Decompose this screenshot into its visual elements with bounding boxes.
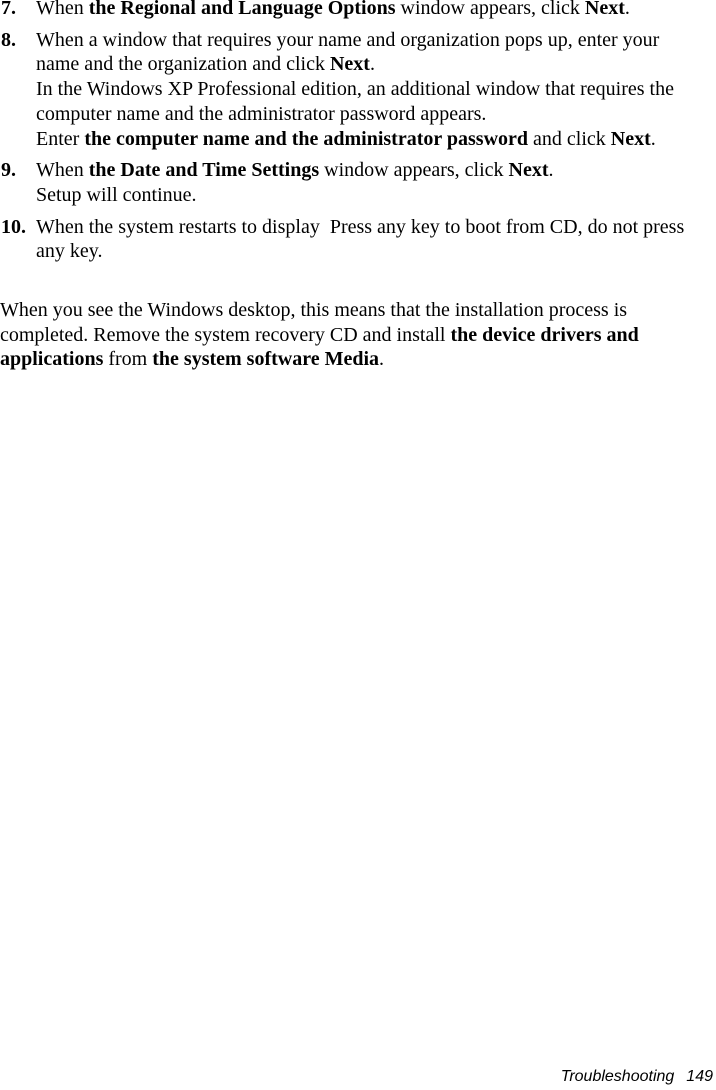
list-item: [0, 0, 716, 21]
text-line: [36, 158, 716, 183]
text-run: When a window that requires your name and organization pops up, enter your: [36, 28, 660, 51]
list-item: [0, 158, 716, 207]
closing-paragraph: [0, 298, 716, 372]
text-run: .: [379, 348, 385, 371]
list-item-text: [36, 28, 716, 152]
text-line: [36, 215, 716, 240]
bold-text-run: applications: [0, 348, 104, 371]
list-item-text: [36, 0, 716, 21]
text-line: [36, 28, 716, 53]
bold-text-run: the system software Media: [152, 348, 380, 371]
page-footer: [561, 1067, 713, 1086]
text-line: [36, 77, 716, 102]
text-line: [0, 323, 716, 348]
footer-section-label: Troubleshooting: [560, 1068, 675, 1085]
bold-text-run: Next: [329, 53, 370, 76]
text-run: When you see the Windows desktop, this means that the installation process is: [0, 299, 628, 322]
text-run: When: [36, 159, 89, 182]
text-run: In the Windows XP Professional edition, an additional window that requires the: [36, 78, 674, 101]
text-run: .: [650, 127, 656, 150]
footer-page-number: 149: [686, 1068, 713, 1085]
text-run: .: [624, 0, 630, 19]
bold-text-run: the Date and Time Settings: [88, 159, 320, 182]
list-item-number: 8.: [1, 28, 16, 51]
list-item-number: 7.: [1, 0, 16, 19]
document-page: [0, 0, 716, 372]
list-item-text: [36, 215, 716, 264]
bold-text-run: the device drivers and: [450, 323, 639, 346]
text-line: [0, 298, 716, 323]
list-item: [0, 215, 716, 264]
text-run: window appears, click: [319, 159, 509, 182]
text-line: [36, 102, 716, 127]
instruction-list: [0, 0, 716, 264]
text-run: and click: [528, 127, 611, 150]
list-item-number: 10.: [1, 215, 26, 238]
text-line: [36, 0, 716, 21]
text-line: [0, 347, 716, 372]
bold-text-run: the Regional and Language Options: [88, 0, 396, 19]
text-line: [36, 52, 716, 77]
list-item-text: [36, 158, 716, 207]
list-item-number: 9.: [1, 159, 16, 182]
text-run: .: [369, 53, 375, 76]
text-run: window appears, click: [395, 0, 585, 19]
text-run: Setup will continue.: [36, 183, 197, 206]
text-run: computer name and the administrator password appears.: [36, 102, 487, 125]
bold-text-run: Next: [584, 0, 625, 19]
text-line: [36, 183, 716, 208]
text-run: completed. Remove the system recovery CD and install: [0, 323, 451, 346]
bold-text-run: Next: [508, 159, 549, 182]
text-line: [36, 239, 716, 264]
text-line: [36, 127, 716, 152]
list-item: [0, 28, 716, 152]
text-run: any key.: [36, 240, 103, 263]
text-run: name and the organization and click: [36, 53, 330, 76]
text-run: When: [36, 0, 89, 19]
text-run: When the system restarts to display Press any key to boot from CD, do not press: [36, 215, 685, 238]
bold-text-run: Next: [610, 127, 651, 150]
text-run: .: [548, 159, 554, 182]
text-run: Enter: [36, 127, 85, 150]
text-run: from: [103, 348, 153, 371]
bold-text-run: the computer name and the administrator password: [84, 127, 529, 150]
